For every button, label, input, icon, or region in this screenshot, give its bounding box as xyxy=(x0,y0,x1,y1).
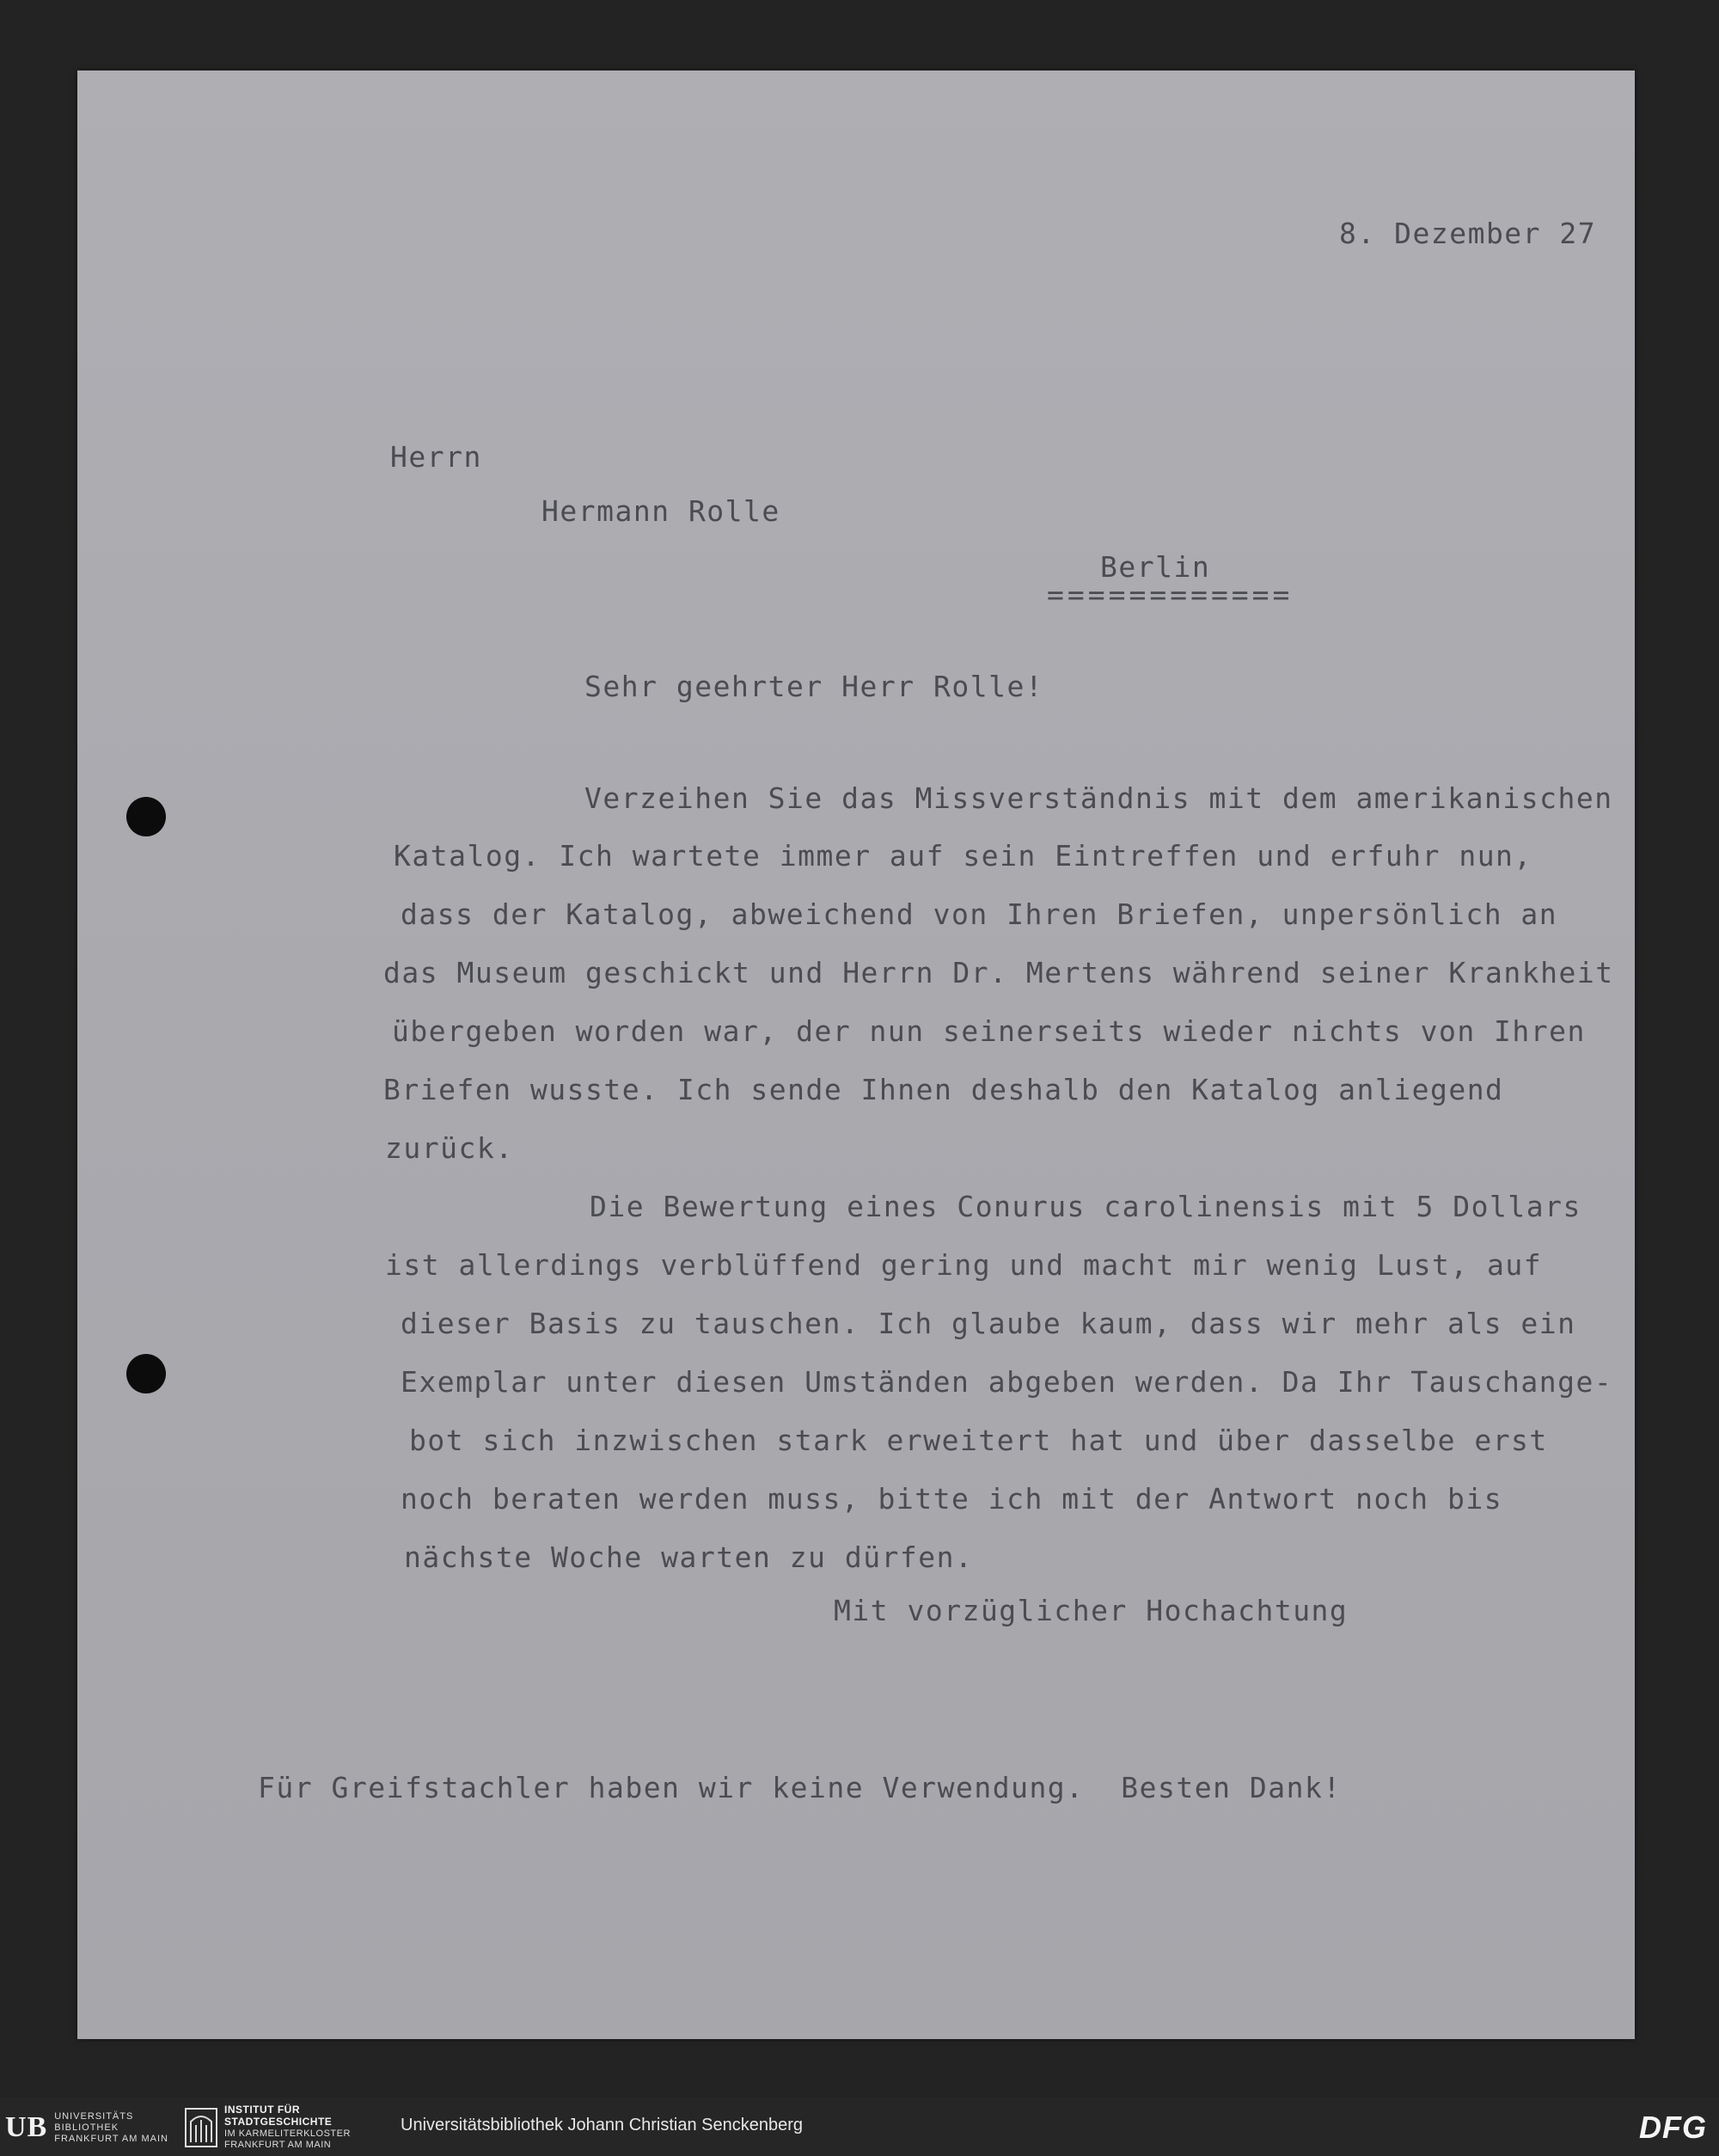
punch-hole-top xyxy=(126,797,166,836)
ub-text xyxy=(54,2111,168,2145)
letter-closing: Mit vorzüglicher Hochachtung xyxy=(834,1594,1349,1627)
paragraph-1-line: Verzeihen Sie das Missverständnis mit dem amerikanischen xyxy=(584,781,1613,815)
paragraph-1-line: zurück. xyxy=(385,1131,514,1165)
institute-logo xyxy=(185,2106,351,2149)
institute-line: FRANKFURT AM MAIN xyxy=(224,2140,332,2150)
recipient-name: Hermann Rolle xyxy=(541,494,780,528)
recipient-city-underline: ============ xyxy=(1047,578,1294,611)
institute-text xyxy=(224,2104,351,2151)
paragraph-1-line: Katalog. Ich wartete immer auf sein Eintreffen und erfuhr nun, xyxy=(394,839,1532,873)
paragraph-2-line: bot sich inzwischen stark erweitert hat und über dasselbe erst xyxy=(409,1424,1548,1457)
paragraph-1-line: Briefen wusste. Ich sende Ihnen deshalb den Katalog anliegend xyxy=(383,1073,1504,1106)
cloister-icon xyxy=(185,2108,217,2147)
letter-postscript: Für Greifstachler haben wir keine Verwendung. Besten Dank! xyxy=(258,1771,1342,1804)
institute-line: STADTGESCHICHTE xyxy=(224,2116,333,2128)
paragraph-1-line: übergeben worden war, der nun seinerseits wieder nichts von Ihren xyxy=(392,1014,1586,1048)
paragraph-1-line: das Museum geschickt und Herrn Dr. Mertens während seiner Krankheit xyxy=(383,956,1614,989)
paragraph-2-line: nächste Woche warten zu dürfen. xyxy=(404,1540,974,1574)
ub-text-line: BIBLIOTHEK xyxy=(54,2122,119,2133)
paragraph-2-line: noch beraten werden muss, bitte ich mit der Antwort noch bis xyxy=(401,1482,1503,1516)
letter-sheet xyxy=(77,70,1635,2039)
letter-greeting: Sehr geehrter Herr Rolle! xyxy=(584,670,1044,703)
dfg-logo: DFG xyxy=(1639,2110,1707,2145)
paragraph-2-line: Die Bewertung eines Conurus carolinensis mit 5 Dollars xyxy=(590,1190,1581,1223)
institute-line: IM KARMELITERKLOSTER xyxy=(224,2128,351,2139)
paragraph-1-line: dass der Katalog, abweichend von Ihren Briefen, unpersönlich an xyxy=(401,897,1558,931)
paragraph-2-line: dieser Basis zu tauschen. Ich glaube kaum, dass wir mehr als ein xyxy=(401,1307,1576,1340)
ub-text-line: UNIVERSITÄTS xyxy=(54,2110,134,2122)
library-name: Universitätsbibliothek Johann Christian Senckenberg xyxy=(401,2116,804,2135)
ub-mark: UB xyxy=(5,2111,48,2143)
recipient-salutation: Herrn xyxy=(390,440,482,474)
ub-text-line: FRANKFURT AM MAIN xyxy=(54,2133,168,2144)
recipient-city: Berlin xyxy=(1100,550,1211,584)
paragraph-2-line: ist allerdings verblüffend gering und macht mir wenig Lust, auf xyxy=(385,1248,1543,1282)
paragraph-2-line: Exemplar unter diesen Umständen abgeben werden. Da Ihr Tauschange- xyxy=(401,1365,1613,1399)
institute-line: INSTITUT FÜR xyxy=(224,2104,300,2116)
letter-date: 8. Dezember 27 xyxy=(1339,217,1597,250)
ub-logo xyxy=(5,2106,168,2149)
archive-footer xyxy=(0,2098,1719,2156)
punch-hole-bottom xyxy=(126,1354,166,1393)
